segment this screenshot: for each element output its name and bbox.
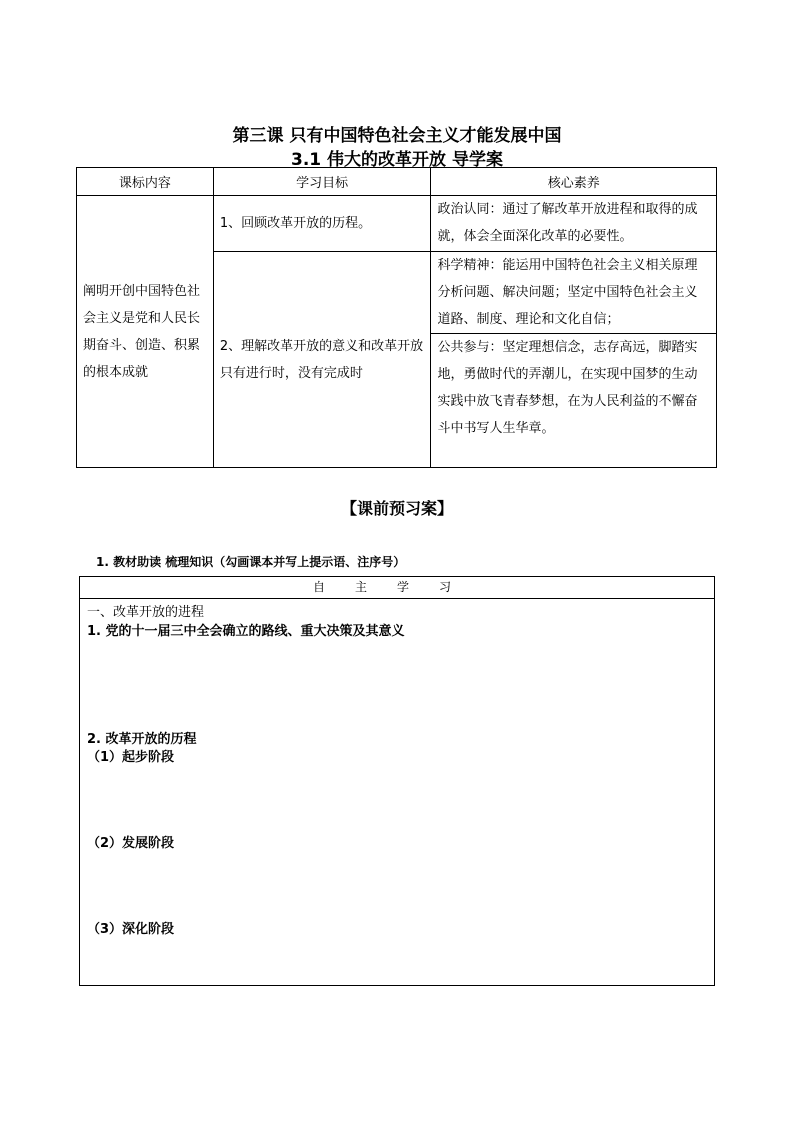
item-2: 2. 改革开放的历程 bbox=[87, 732, 197, 747]
stage-2: （2）发展阶段 bbox=[87, 836, 175, 851]
literacy-3: 公共参与：坚定理想信念，志存高远，脚踏实地，勇做时代的弄潮儿，在实现中国梦的生动实践中放飞青春梦想，在为人民利益的不懈奋斗中书写人生华章。 bbox=[431, 334, 717, 468]
goal-1: 1、回顾改革开放的历程。 bbox=[213, 196, 431, 252]
box-header: 自主学习 bbox=[80, 577, 714, 599]
self-study-box bbox=[79, 576, 715, 986]
guide-label: 1. 教材助读 梳理知识（勾画课本并写上提示语、注序号） bbox=[96, 555, 406, 569]
lesson-title: 第三课 只有中国特色社会主义才能发展中国 bbox=[232, 126, 562, 146]
stage-1: （1）起步阶段 bbox=[87, 750, 175, 765]
goal-2: 2、理解改革开放的意义和改革开放只有进行时，没有完成时 bbox=[213, 252, 431, 468]
section-title: 3.1 伟大的改革开放 导学案 bbox=[291, 150, 503, 170]
literacy-1: 政治认同：通过了解改革开放进程和取得的成就，体会全面深化改革的必要性。 bbox=[431, 196, 717, 252]
table-row bbox=[77, 196, 717, 252]
table-header-row bbox=[77, 168, 717, 196]
section-heading: 一、改革开放的进程 bbox=[87, 605, 205, 620]
header-curriculum: 课标内容 bbox=[77, 168, 214, 196]
curriculum-content: 阐明开创中国特色社会主义是党和人民长期奋斗、创造、积累的根本成就 bbox=[77, 196, 214, 468]
objectives-table bbox=[76, 167, 717, 468]
literacy-2: 科学精神：能运用中国特色社会主义相关原理分析问题、解决问题；坚定中国特色社会主义道路、制度、理论和文化自信； bbox=[431, 252, 717, 334]
header-literacy: 核心素养 bbox=[431, 168, 717, 196]
item-1: 1. 党的十一届三中全会确立的路线、重大决策及其意义 bbox=[87, 624, 405, 639]
preview-heading: 【课前预习案】 bbox=[340, 499, 453, 518]
stage-3: （3）深化阶段 bbox=[87, 922, 175, 937]
header-goals: 学习目标 bbox=[213, 168, 431, 196]
